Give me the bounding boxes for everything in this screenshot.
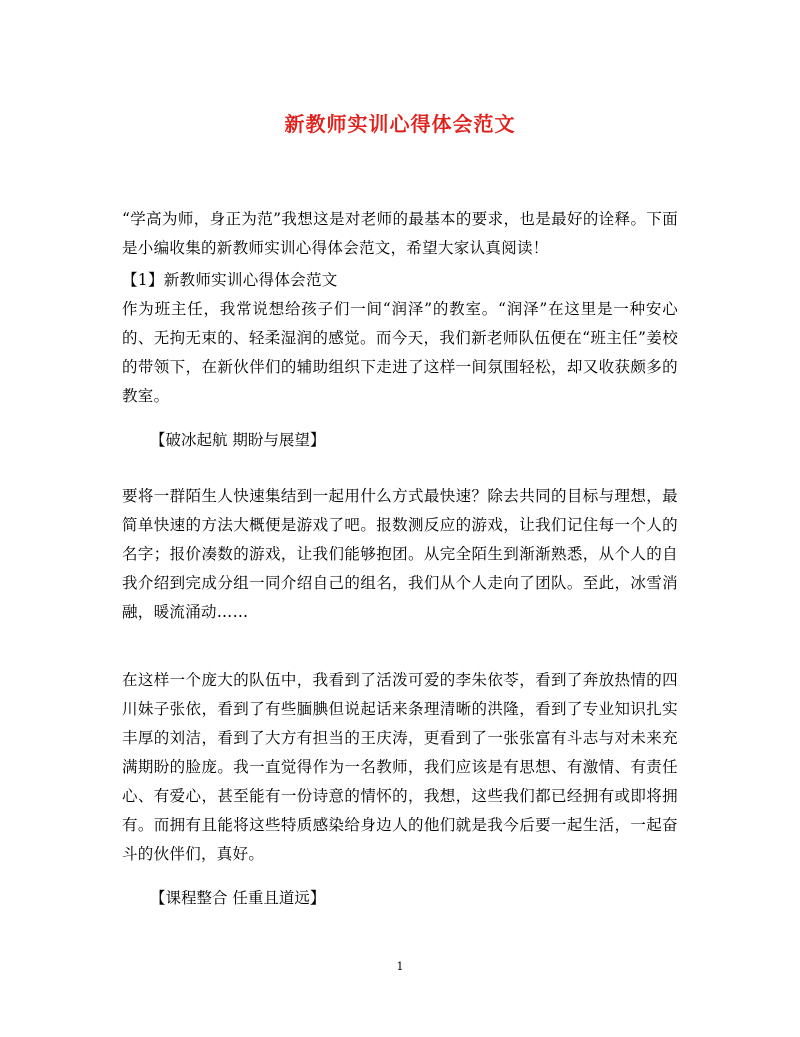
paragraph-1: 作为班主任，我常说想给孩子们一间“润泽”的教室。“润泽”在这里是一种安心的、无拘无束的、轻柔湿润的感觉。而今天，我们新老师队伍便在“班主任”姜校的带领下，在新伙伴们的辅助组织下走进了这样一间氛围轻松，却又收获颇多的教室。 [122, 300, 678, 405]
section-heading-2: 【课程整合 任重且道远】 [150, 889, 326, 907]
intro-paragraph: “学高为师，身正为范”我想这是对老师的最基本的要求，也是最好的诠释。下面是小编收集的新教师实训心得体会范文，希望大家认真阅读！ [122, 210, 678, 257]
paragraph-2: 要将一群陌生人快速集结到一起用什么方式最快速？除去共同的目标与理想，最简单快速的方法大概便是游戏了吧。报数测反应的游戏，让我们记住每一个人的名字；报价凑数的游戏，让我们能够抱团。从完全陌生到渐渐熟悉，从个人的自我介绍到完成分组一同介绍自己的组名，我们从个人走向了团队。至此，冰雪消融，暖流涌动…… [122, 487, 678, 621]
section-label: 【1】新教师实训心得体会范文 [122, 271, 338, 289]
paragraph-3: 在这样一个庞大的队伍中，我看到了活泼可爱的李朱依苓，看到了奔放热情的四川妹子张依，看到了有些腼腆但说起话来条理清晰的洪隆，看到了专业知识扎实丰厚的刘洁，看到了大方有担当的王庆涛，更看到了一张张富有斗志与对未来充满期盼的脸庞。我一直觉得作为一名教师，我们应该是有思想、有激情、有责任心、有爱心，甚至能有一份诗意的情怀的，我想，这些我们都已经拥有或即将拥有。而拥有且能将这些特质感染给身边人的他们就是我今后要一起生活，一起奋斗的伙伴们，真好。 [122, 671, 678, 863]
document-title: 新教师实训心得体会范文 [284, 112, 516, 136]
page-number: 1 [396, 960, 404, 973]
section-heading-1: 【破冰起航 期盼与展望】 [150, 431, 326, 449]
